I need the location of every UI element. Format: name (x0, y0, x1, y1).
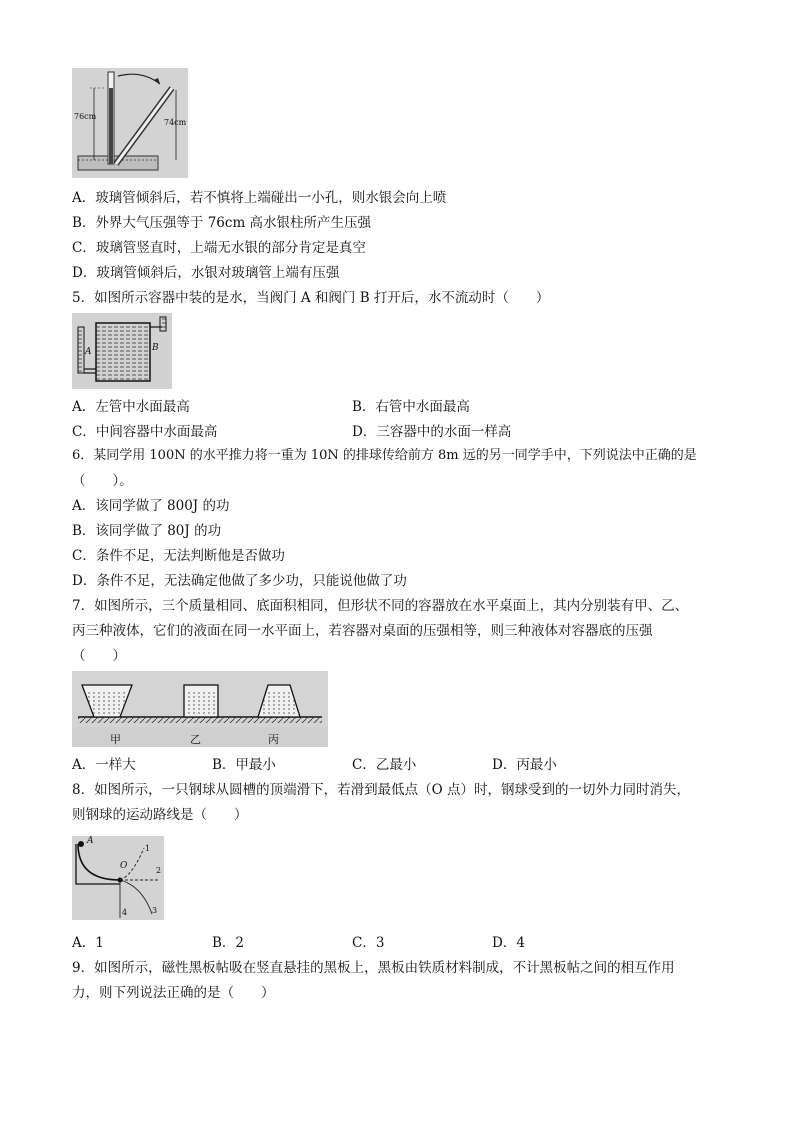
path-1-label: 1 (145, 844, 151, 853)
q5-stem: 5．如图所示容器中装的是水，当阀门 A 和阀门 B 打开后，水不流动时（ ） (72, 290, 550, 306)
label-76cm: 76cm (74, 112, 97, 121)
q6-option-d: D．条件不足，无法确定他做了多少功，只能说他做了功 (72, 573, 407, 589)
q6-option-c: C．条件不足，无法判断他是否做功 (72, 548, 285, 564)
barometer-figure (72, 68, 188, 178)
q6-stem-1: 6．某同学用 100N 的水平推力将一重为 10N 的排球传给前方 8m 远的另一同学手中，下列说法中正确的是 (72, 448, 697, 463)
label-74cm: 74cm (164, 118, 187, 127)
q9-stem-2: 力，则下列说法正确的是（ ） (72, 985, 275, 1001)
point-o-label: O (120, 861, 128, 871)
path-4-label: 4 (122, 908, 128, 917)
q6-option-b: B．该同学做了 80J 的功 (72, 523, 222, 539)
valve-a-label: A (85, 347, 92, 357)
track-diagram (72, 836, 164, 920)
path-2-label: 2 (156, 866, 162, 875)
q5-option-c: C．中间容器中水面最高 (72, 424, 218, 440)
q5-option-b: B．右管中水面最高 (352, 399, 470, 415)
q4-option-c: C．玻璃管竖直时，上端无水银的部分肯定是真空 (72, 240, 366, 256)
q7-option-a: A．一样大 (72, 757, 136, 773)
q7-stem-3: （ ） (72, 648, 126, 664)
q7-stem-2: 丙三种液体，它们的液面在同一水平面上，若容器对桌面的压强相等，则三种液体对容器底的压强 (72, 623, 653, 639)
q5-option-d: D．三容器中的水面一样高 (352, 424, 512, 440)
container-figure (72, 313, 172, 389)
q8-stem-1: 8．如图所示，一只钢球从圆槽的顶端滑下，若滑到最低点（O 点）时，钢球受到的一切外力同时消失， (72, 782, 690, 798)
q7-option-b: B．甲最小 (212, 757, 276, 773)
q8-option-d: D．4 (492, 935, 525, 951)
q4-option-a: A．玻璃管倾斜后，若不慎将上端碰出一小孔，则水银会向上喷 (72, 190, 447, 206)
valve-b-label: B (152, 343, 159, 353)
q8-option-a: A．1 (72, 935, 104, 951)
label-bing: 丙 (268, 733, 279, 746)
q4-option-d: D．玻璃管倾斜后，水银对玻璃管上端有压强 (72, 265, 340, 281)
path-3-label: 3 (152, 906, 158, 915)
point-a-label: A (87, 836, 94, 846)
q5-option-a: A．左管中水面最高 (72, 399, 190, 415)
q4-option-b: B．外界大气压强等于 76cm 高水银柱所产生压强 (72, 215, 372, 231)
q8-stem-2: 则钢球的运动路线是（ ） (72, 807, 248, 823)
label-jia: 甲 (110, 733, 121, 746)
q6-stem-2: （ ）。 (72, 473, 133, 489)
q6-option-a: A．该同学做了 800J 的功 (72, 498, 230, 514)
three-containers-figure (72, 671, 328, 747)
q9-stem-1: 9．如图所示，磁性黑板帖吸在竖直悬挂的黑板上，黑板由铁质材料制成，不计黑板帖之间的相互作用 (72, 960, 675, 976)
track-figure (72, 836, 164, 920)
q7-stem-1: 7．如图所示，三个质量相同、底面积相同，但形状不同的容器放在水平桌面上，其内分别装有甲、乙、 (72, 598, 689, 614)
q8-option-c: C．3 (352, 935, 385, 951)
q8-option-b: B．2 (212, 935, 245, 951)
label-yi: 乙 (190, 733, 201, 746)
q7-option-c: C．乙最小 (352, 757, 417, 773)
q7-option-d: D．丙最小 (492, 757, 557, 773)
